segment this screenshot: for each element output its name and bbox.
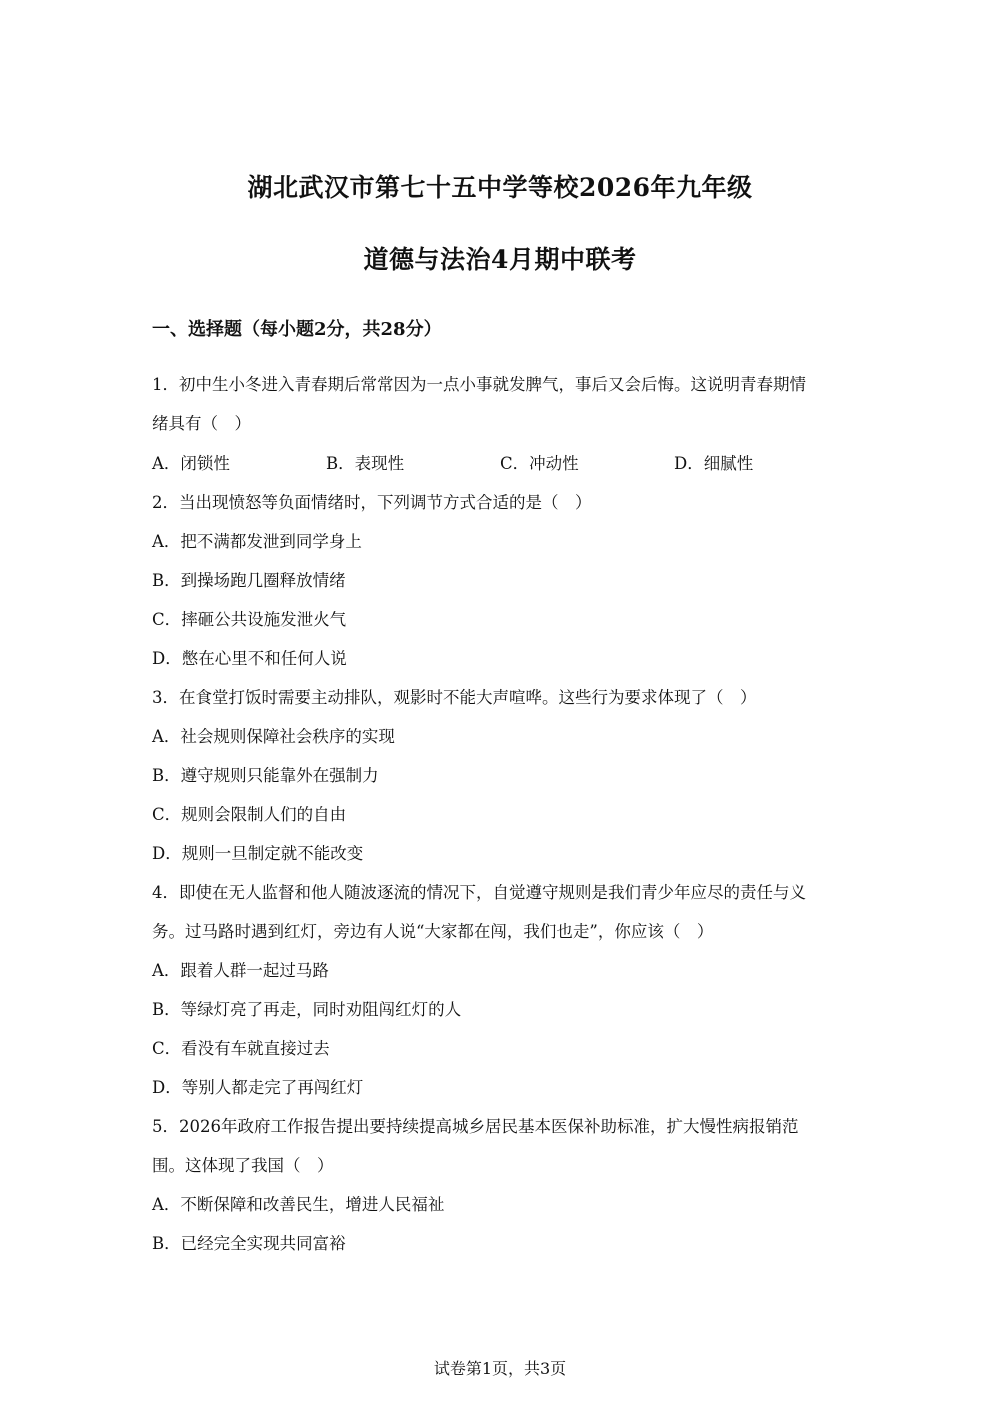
page-footer: 试卷第1页，共3页 [433,1359,567,1378]
question-2-option-a: A．把不满都发泄到同学身上 [152,532,362,551]
exam-title-line1: 湖北武汉市第七十五中学等校2026年九年级 [247,173,753,202]
option-d: D．细腻性 [674,454,754,473]
option-b: B．表现性 [326,454,405,473]
question-1-stem-cont: 绪具有（ ） [152,414,251,433]
question-2-option-d: D．憋在心里不和任何人说 [152,649,347,668]
question-4-option-c: C．看没有车就直接过去 [152,1039,330,1058]
section-heading: 一、选择题（每小题2分，共28分） [152,319,442,340]
question-3-option-a: A．社会规则保障社会秩序的实现 [152,727,395,746]
question-4-option-d: D．等别人都走完了再闯红灯 [152,1078,364,1097]
question-4-option-b: B．等绿灯亮了再走，同时劝阻闯红灯的人 [152,1000,462,1019]
question-5-stem-cont: 围。这体现了我国（ ） [152,1156,334,1175]
option-a: A．闭锁性 [152,454,230,473]
question-3-option-b: B．遵守规则只能靠外在强制力 [152,766,379,785]
exam-title-line2: 道德与法治4月期中联考 [363,245,637,274]
question-2-option-c: C．摔砸公共设施发泄火气 [152,610,347,629]
question-3-stem: 3．在食堂打饭时需要主动排队，观影时不能大声喧哗。这些行为要求体现了（ ） [152,688,757,707]
question-1-stem: 1．初中生小冬进入青春期后常常因为一点小事就发脾气，事后又会后悔。这说明青春期情 [152,375,806,394]
question-4-stem-cont: 务。过马路时遇到红灯，旁边有人说“大家都在闯，我们也走”，你应该（ ） [152,922,714,941]
question-5-option-a: A．不断保障和改善民生，增进人民福祉 [152,1195,445,1214]
question-4-stem: 4．即使在无人监督和他人随波逐流的情况下，自觉遵守规则是我们青少年应尽的责任与义 [152,883,806,902]
question-2-stem: 2．当出现愤怒等负面情绪时，下列调节方式合适的是（ ） [152,493,592,512]
question-5-stem: 5．2026年政府工作报告提出要持续提高城乡居民基本医保补助标准，扩大慢性病报销范 [152,1117,799,1136]
question-4-option-a: A．跟着人群一起过马路 [152,961,329,980]
question-1-options [152,450,852,474]
question-3-option-c: C．规则会限制人们的自由 [152,805,347,824]
option-c: C．冲动性 [500,454,579,473]
question-3-option-d: D．规则一旦制定就不能改变 [152,844,364,863]
question-5-option-b: B．已经完全实现共同富裕 [152,1234,346,1253]
question-2-option-b: B．到操场跑几圈释放情绪 [152,571,346,590]
